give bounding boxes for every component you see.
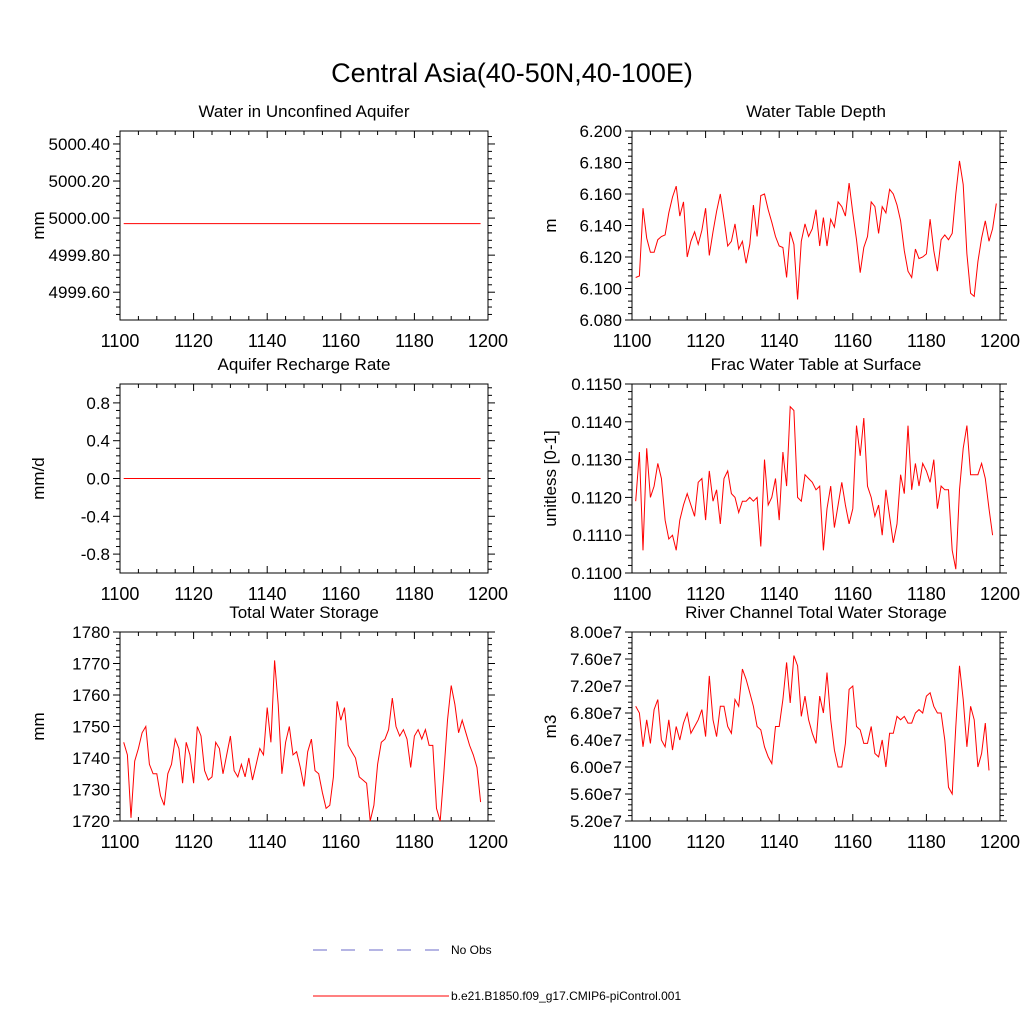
y-tick-label: 5000.20 [48, 172, 110, 192]
x-tick-label: 1140 [759, 331, 799, 351]
y-tick-label: 5000.40 [48, 134, 110, 154]
y-axis-label: m3 [541, 714, 560, 739]
y-tick-label: 1760 [72, 686, 110, 705]
series-line [636, 161, 997, 300]
x-tick-label: 1100 [612, 832, 652, 852]
panel-title: Water Table Depth [746, 102, 886, 121]
legend-label-2: b.e21.B1850.f09_g17.CMIP6-piControl.001 [451, 989, 682, 1003]
x-tick-label: 1140 [247, 331, 287, 351]
y-tick-label: 0.8 [86, 393, 110, 413]
y-tick-label: 6.080 [579, 311, 622, 330]
y-tick-label: 1740 [72, 749, 110, 768]
y-tick-label: 5000.00 [48, 209, 110, 229]
series-line [636, 407, 993, 570]
y-tick-label: 0.1110 [572, 526, 622, 546]
plot-frame [120, 632, 488, 821]
panel-4 [541, 355, 1020, 604]
panel-title: Water in Unconfined Aquifer [198, 102, 410, 121]
y-tick-label: 0.0 [86, 469, 110, 489]
panel-title: River Channel Total Water Storage [685, 603, 947, 622]
panels [29, 102, 1020, 852]
x-tick-label: 1100 [100, 832, 140, 852]
plot-frame [632, 384, 1000, 573]
y-tick-label: 6.200 [579, 122, 622, 141]
y-axis-label: mm [29, 712, 48, 741]
x-tick-label: 1180 [395, 584, 434, 604]
x-tick-label: 1180 [907, 331, 946, 351]
x-tick-label: 1140 [759, 584, 799, 604]
plot-frame [632, 131, 1000, 320]
x-tick-label: 1100 [612, 584, 652, 604]
y-tick-label: 0.1150 [571, 375, 622, 394]
panel-title: Aquifer Recharge Rate [217, 355, 391, 374]
y-tick-label: -0.8 [80, 545, 110, 565]
x-tick-label: 1180 [907, 832, 946, 852]
panel-6 [541, 603, 1020, 852]
x-tick-label: 1140 [759, 832, 799, 852]
panel-1 [29, 102, 508, 351]
y-tick-label: 0.1100 [571, 564, 622, 583]
x-tick-label: 1100 [612, 331, 652, 351]
series-line [636, 656, 989, 794]
x-tick-label: 1200 [467, 331, 509, 351]
y-tick-label: 6.140 [579, 216, 622, 236]
y-tick-label: 6.80e7 [570, 704, 622, 723]
x-tick-label: 1160 [321, 584, 361, 604]
plot-frame [120, 131, 488, 320]
plot-frame [632, 632, 1000, 821]
legend-label-1: No Obs [451, 943, 492, 957]
y-tick-label: 8.00e7 [570, 623, 622, 642]
figure-title: Central Asia(40-50N,40-100E) [331, 58, 693, 88]
x-tick-label: 1180 [907, 584, 946, 604]
y-axis-label: unitless [0-1] [541, 430, 560, 527]
y-tick-label: 1720 [72, 812, 110, 831]
y-tick-label: 4999.60 [48, 283, 110, 303]
x-tick-label: 1120 [686, 832, 725, 852]
x-tick-label: 1200 [467, 832, 509, 852]
x-tick-label: 1160 [321, 331, 361, 351]
y-tick-label: 0.4 [86, 431, 110, 451]
panel-title: Total Water Storage [229, 603, 379, 622]
y-tick-label: 6.180 [579, 153, 622, 173]
x-tick-label: 1120 [686, 331, 725, 351]
x-tick-label: 1200 [979, 584, 1021, 604]
y-tick-label: 7.20e7 [570, 677, 622, 696]
x-tick-label: 1160 [833, 832, 873, 852]
x-tick-label: 1140 [247, 584, 287, 604]
y-tick-label: 1750 [72, 717, 110, 737]
y-tick-label: 6.00e7 [570, 758, 622, 777]
y-tick-label: 5.20e7 [570, 812, 622, 831]
panel-title: Frac Water Table at Surface [710, 355, 922, 374]
y-tick-label: 0.1120 [571, 488, 622, 508]
y-axis-label: m [541, 218, 560, 233]
y-axis-label: mm/d [29, 457, 48, 500]
y-tick-label: 6.40e7 [570, 731, 622, 750]
y-tick-label: -0.4 [80, 507, 110, 527]
x-tick-label: 1160 [833, 584, 873, 604]
y-tick-label: 5.60e7 [570, 785, 622, 804]
y-tick-label: 6.120 [579, 248, 622, 267]
y-tick-label: 1770 [72, 654, 110, 674]
panel-3 [29, 355, 508, 604]
x-tick-label: 1140 [247, 832, 287, 852]
x-tick-label: 1120 [686, 584, 725, 604]
x-tick-label: 1200 [467, 584, 509, 604]
x-tick-label: 1100 [100, 331, 140, 351]
x-tick-label: 1100 [100, 584, 140, 604]
y-tick-label: 4999.80 [48, 246, 110, 266]
y-tick-label: 0.1130 [571, 450, 622, 470]
panel-5 [29, 603, 508, 852]
series-line [124, 660, 481, 821]
x-tick-label: 1180 [395, 832, 434, 852]
y-axis-label: mm [29, 211, 48, 240]
y-tick-label: 0.1140 [571, 412, 622, 432]
x-tick-label: 1120 [174, 331, 213, 351]
y-tick-label: 6.100 [579, 279, 622, 299]
x-tick-label: 1120 [174, 832, 213, 852]
legend [313, 943, 681, 1003]
panel-2 [541, 102, 1020, 351]
x-tick-label: 1160 [833, 331, 873, 351]
x-tick-label: 1120 [174, 584, 213, 604]
y-tick-label: 1780 [72, 623, 110, 642]
y-tick-label: 6.160 [579, 185, 622, 204]
x-tick-label: 1200 [979, 331, 1021, 351]
y-tick-label: 7.60e7 [570, 650, 622, 669]
y-tick-label: 1730 [72, 780, 110, 800]
x-tick-label: 1200 [979, 832, 1021, 852]
x-tick-label: 1180 [395, 331, 434, 351]
x-tick-label: 1160 [321, 832, 361, 852]
